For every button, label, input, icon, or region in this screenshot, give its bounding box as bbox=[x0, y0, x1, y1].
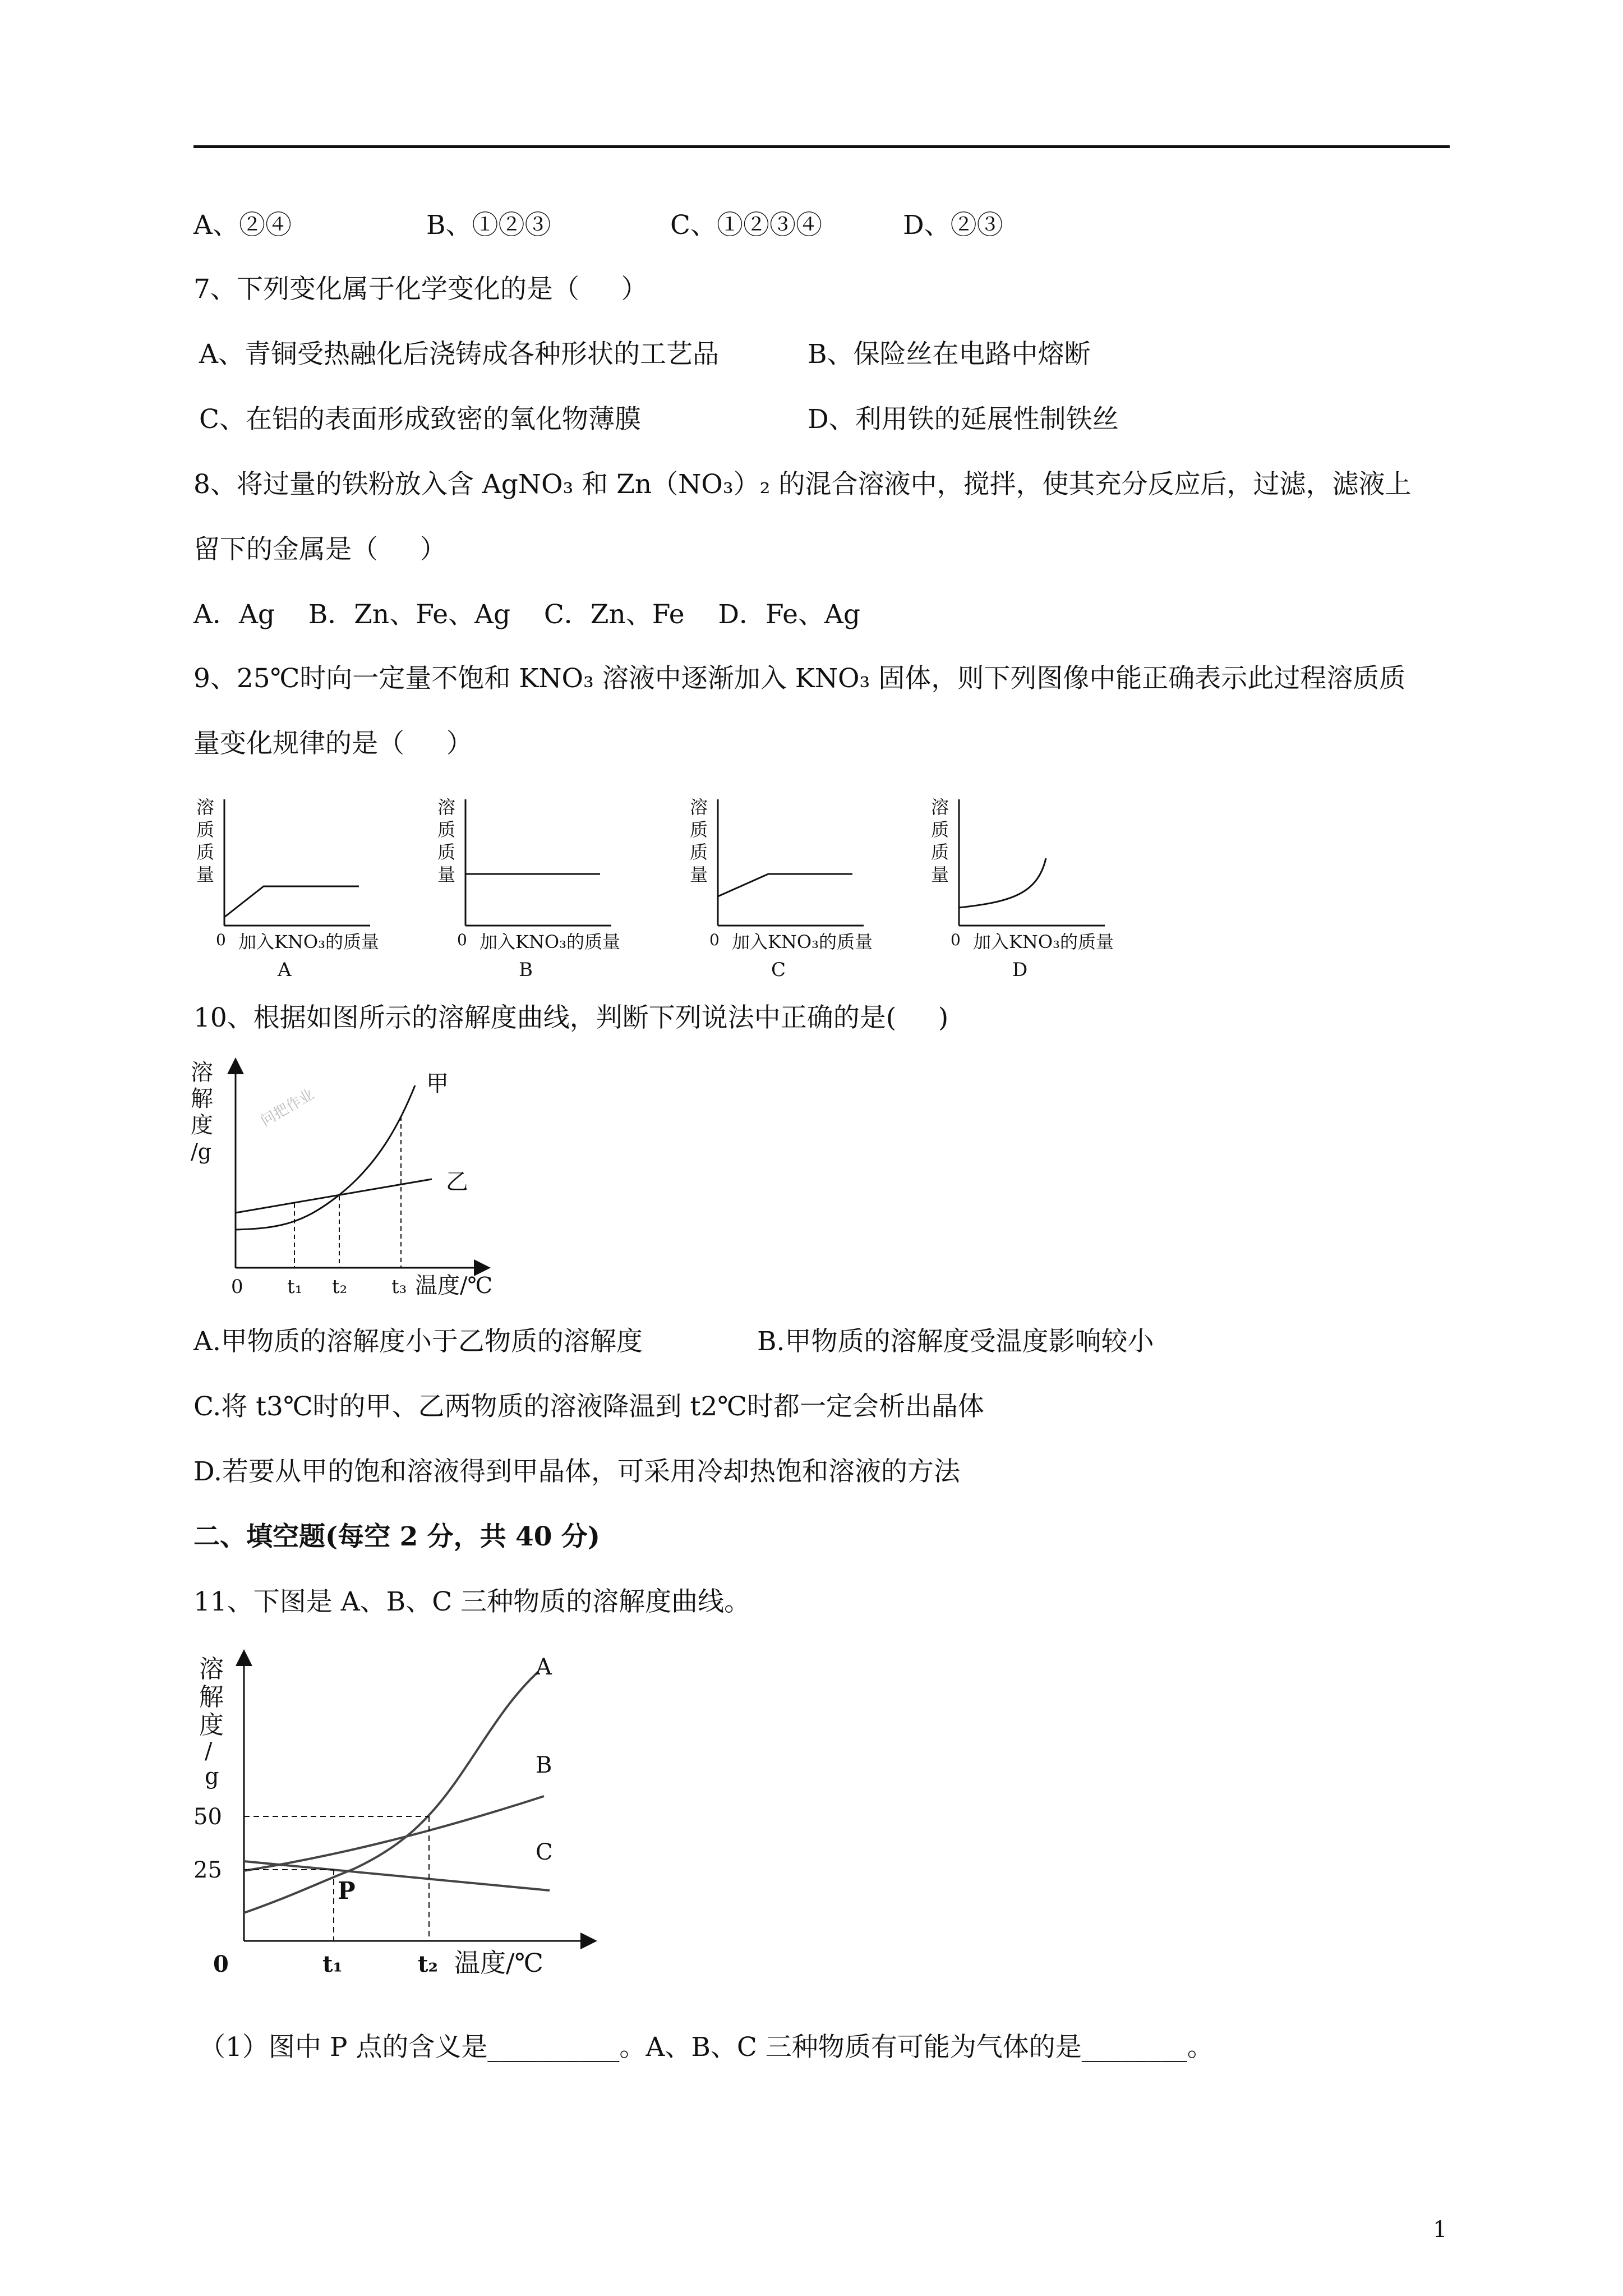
q9-c-ylabel-4: 量 bbox=[690, 864, 708, 885]
q10-ylabel-2: 解 bbox=[191, 1086, 213, 1112]
q9-c-ylabel-1: 溶 bbox=[690, 797, 708, 818]
q9-a-xlabel: 加入KNO₃的质量 bbox=[238, 931, 379, 953]
q10-tick-t1: t₁ bbox=[287, 1276, 303, 1298]
q9-b-label: B bbox=[519, 959, 533, 981]
q11-curve-a bbox=[244, 1672, 538, 1913]
q9-b-origin: 0 bbox=[457, 931, 467, 949]
q10-ylabel-4: /g bbox=[191, 1139, 212, 1164]
q10-curve2-label: 乙 bbox=[446, 1169, 468, 1195]
q6-option-c: C、①②③④ bbox=[670, 210, 822, 241]
header-rule bbox=[193, 145, 1450, 148]
q11-origin: 0 bbox=[213, 1951, 229, 1977]
q9-d-origin: 0 bbox=[951, 931, 961, 949]
q9-c-label: C bbox=[771, 959, 786, 981]
section-2-heading: 二、填空题(每空 2 分，共 40 分) bbox=[193, 1521, 601, 1552]
q10-option-b: B.甲物质的溶解度受温度影响较小 bbox=[757, 1326, 1154, 1357]
q11-ylabel-4: / bbox=[205, 1738, 213, 1764]
q9-d-ylabel-4: 量 bbox=[931, 864, 949, 885]
q10-watermark: 问把作业 bbox=[258, 1086, 317, 1130]
q10-xlabel: 温度/℃ bbox=[415, 1273, 493, 1299]
q7-option-b: B、保险丝在电路中熔断 bbox=[808, 339, 1091, 370]
q10-option-d: D.若要从甲的饱和溶液得到甲晶体，可采用冷却热饱和溶液的方法 bbox=[193, 1456, 960, 1487]
q10-origin: 0 bbox=[231, 1276, 243, 1298]
q11-xtick-t1: t₁ bbox=[322, 1951, 343, 1977]
q11-ylabel-5: g bbox=[205, 1764, 219, 1789]
q9-b-ylabel-4: 量 bbox=[437, 864, 456, 885]
q9-d-label: D bbox=[1012, 959, 1028, 981]
q6-option-d: D、②③ bbox=[903, 210, 1003, 241]
q7-option-d: D、利用铁的延展性制铁丝 bbox=[808, 404, 1119, 435]
q10-tick-t2: t₂ bbox=[332, 1276, 348, 1298]
q9-stem-line1: 9、25℃时向一定量不饱和 KNO₃ 溶液中逐渐加入 KNO₃ 固体，则下列图像中能正确表示此过程溶质质 bbox=[193, 663, 1406, 694]
q11-ylabel-2: 解 bbox=[199, 1683, 224, 1711]
q9-a-curve bbox=[224, 886, 359, 917]
q9-b-ylabel-1: 溶 bbox=[437, 797, 456, 818]
q9-c-origin: 0 bbox=[709, 931, 720, 949]
q9-b-xlabel: 加入KNO₃的质量 bbox=[479, 931, 620, 953]
q9-d-ylabel-2: 质 bbox=[931, 819, 949, 840]
q9-a-origin: 0 bbox=[216, 931, 226, 949]
q8-stem-line1: 8、将过量的铁粉放入含 AgNO₃ 和 Zn（NO₃）₂ 的混合溶液中，搅拌，使其充分反应后，过滤，滤液上 bbox=[193, 469, 1412, 500]
q9-c-ylabel-2: 质 bbox=[690, 819, 708, 840]
q7-stem: 7、下列变化属于化学变化的是（ ） bbox=[193, 274, 648, 305]
q11-xlabel: 温度/℃ bbox=[454, 1948, 543, 1978]
q11-ytick-25: 25 bbox=[193, 1857, 222, 1883]
q9-graphs bbox=[191, 780, 1155, 993]
q9-d-ylabel-1: 溶 bbox=[931, 797, 949, 818]
q11-curve-c-label: C bbox=[536, 1839, 553, 1865]
q11-xtick-t2: t₂ bbox=[418, 1951, 438, 1977]
q6-option-b: B、①②③ bbox=[426, 210, 551, 241]
q11-graph bbox=[191, 1649, 611, 1986]
q9-graph-c bbox=[690, 797, 873, 981]
q11-curve-b-label: B bbox=[536, 1752, 552, 1778]
q10-option-c: C.将 t3℃时的甲、乙两物质的溶液降温到 t2℃时都一定会析出晶体 bbox=[193, 1391, 984, 1422]
q10-tick-t3: t₃ bbox=[391, 1276, 407, 1298]
q11-point-p: P bbox=[338, 1877, 356, 1904]
q10-curve1-label: 甲 bbox=[426, 1071, 449, 1097]
q9-a-ylabel-2: 质 bbox=[196, 819, 215, 840]
q7-option-c: C、在铝的表面形成致密的氧化物薄膜 bbox=[199, 404, 641, 435]
q9-graph-b bbox=[437, 797, 620, 981]
q10-option-a: A.甲物质的溶解度小于乙物质的溶解度 bbox=[193, 1326, 643, 1357]
q10-stem: 10、根据如图所示的溶解度曲线，判断下列说法中正确的是( ) bbox=[193, 1002, 949, 1033]
q11-stem: 11、下图是 A、B、C 三种物质的溶解度曲线。 bbox=[193, 1586, 751, 1617]
q6-option-a: A、②④ bbox=[193, 210, 292, 241]
q9-a-label: A bbox=[278, 959, 292, 981]
q11-sub1: （1）图中 P 点的含义是__________。A、B、C 三种物质有可能为气体的是________。 bbox=[199, 2032, 1214, 2063]
q8-stem-line2: 留下的金属是（ ） bbox=[193, 534, 446, 565]
q9-graph-a bbox=[196, 797, 379, 981]
q9-c-curve bbox=[718, 874, 852, 896]
q9-c-ylabel-3: 质 bbox=[690, 841, 708, 863]
q9-a-ylabel-3: 质 bbox=[196, 841, 215, 863]
q11-ylabel-3: 度 bbox=[199, 1711, 224, 1740]
q7-option-a: A、青铜受热融化后浇铸成各种形状的工艺品 bbox=[199, 339, 719, 370]
q9-c-xlabel: 加入KNO₃的质量 bbox=[732, 931, 873, 953]
q10-ylabel-1: 溶 bbox=[191, 1060, 213, 1085]
q10-curve-yi bbox=[236, 1179, 432, 1213]
q9-graph-d bbox=[931, 797, 1114, 981]
q9-d-ylabel-3: 质 bbox=[931, 841, 949, 863]
page-number: 1 bbox=[1433, 2217, 1447, 2243]
q9-stem-line2: 量变化规律的是（ ） bbox=[193, 728, 473, 759]
q9-a-ylabel-1: 溶 bbox=[196, 797, 215, 818]
q9-b-ylabel-3: 质 bbox=[437, 841, 456, 863]
q10-ylabel-3: 度 bbox=[191, 1112, 213, 1138]
q11-curve-c bbox=[244, 1861, 550, 1890]
q11-ylabel-1: 溶 bbox=[199, 1655, 224, 1683]
q9-b-ylabel-2: 质 bbox=[437, 819, 456, 840]
q10-graph bbox=[191, 1055, 527, 1313]
q8-options: A．Ag B．Zn、Fe、Ag C．Zn、Fe D．Fe、Ag bbox=[193, 599, 860, 630]
q9-d-xlabel: 加入KNO₃的质量 bbox=[973, 931, 1114, 953]
q11-curve-b bbox=[244, 1796, 544, 1871]
q11-curve-a-label: A bbox=[536, 1654, 552, 1680]
q9-a-ylabel-4: 量 bbox=[196, 864, 215, 885]
q11-ytick-50: 50 bbox=[193, 1804, 222, 1830]
q9-d-curve bbox=[959, 858, 1046, 908]
